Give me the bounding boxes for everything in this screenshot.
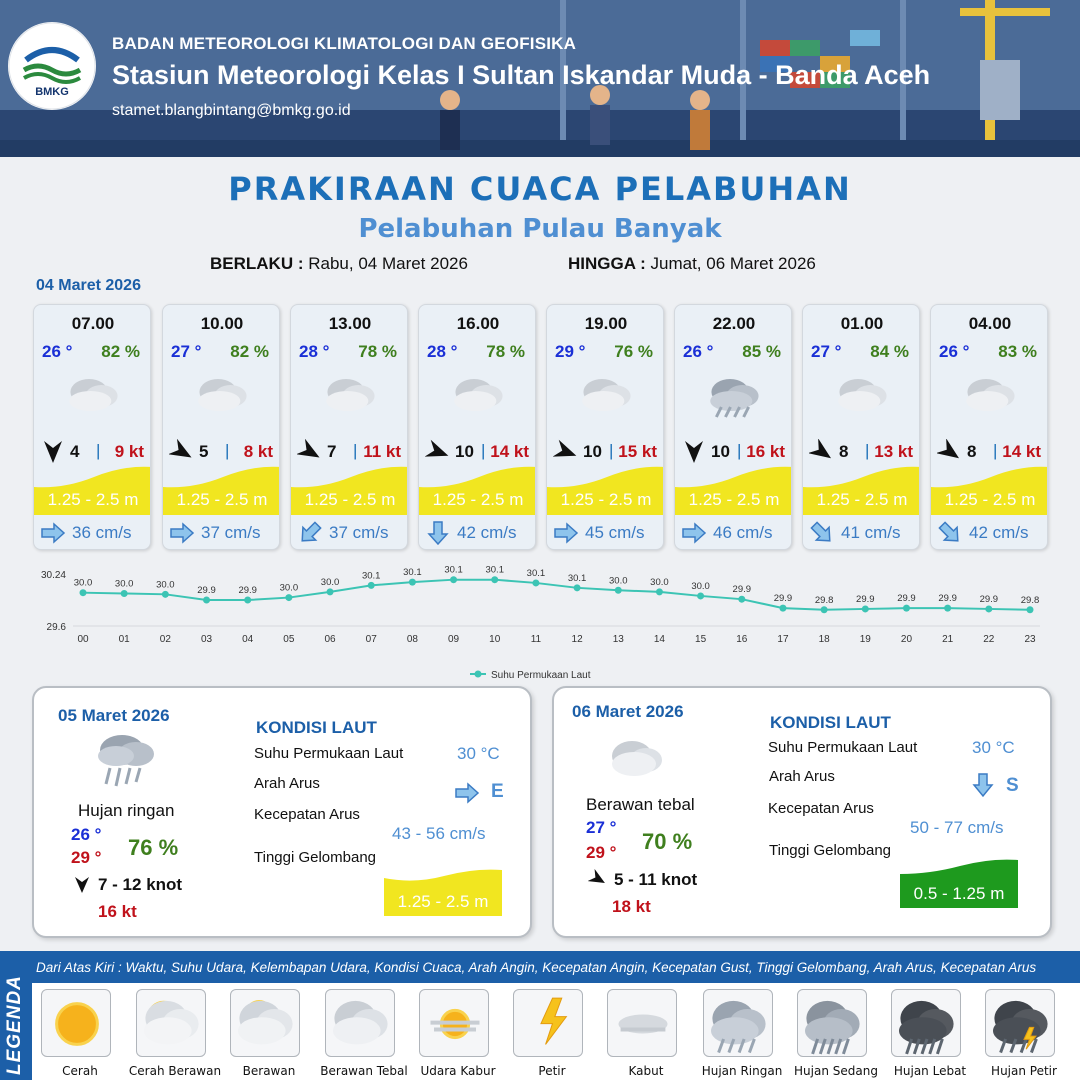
current-speed: 45 cm/s <box>585 523 645 542</box>
current-dir: S <box>1006 775 1019 796</box>
x-tick-label: 17 <box>777 634 789 645</box>
legend-icon-box <box>891 989 961 1057</box>
humidity: 76 % <box>614 342 653 361</box>
kabut-icon <box>608 990 678 1058</box>
sst-point <box>574 584 581 591</box>
sst-point <box>285 594 292 601</box>
legend-icon-box <box>797 989 867 1057</box>
wind-speed: 10 <box>455 442 474 461</box>
legend-icon-box <box>513 989 583 1057</box>
wind-speed: 10 <box>711 442 730 461</box>
current-speed: 46 cm/s <box>713 523 773 542</box>
arrow-down-icon <box>972 772 994 798</box>
wave-height: 1.25 - 2.5 m <box>944 490 1036 509</box>
legend-marker <box>475 671 482 678</box>
wave-label: Tinggi Gelombang <box>254 849 377 866</box>
legend-label: Cerah <box>62 1064 98 1078</box>
sea-surface-temp-chart <box>30 562 1060 684</box>
sst-point <box>821 606 828 613</box>
wind-direction-icon <box>588 869 608 889</box>
forecast-time: 22.00 <box>712 314 756 333</box>
station-name: Stasiun Meteorologi Kelas I Sultan Iskandar Muda - Banda Aceh <box>112 60 931 90</box>
petir-icon <box>514 990 584 1058</box>
sst-value: 30 °C <box>972 738 1015 757</box>
sst-point <box>944 605 951 612</box>
sst-point <box>862 605 869 612</box>
data-label: 29.9 <box>238 585 257 596</box>
humidity: 78 % <box>486 342 525 361</box>
header-banner <box>0 0 1080 157</box>
wind-direction-icon <box>297 439 323 465</box>
wind-gust: 15 kt <box>618 442 657 461</box>
humidity: 82 % <box>230 342 269 361</box>
org-name: BADAN METEOROLOGI KLIMATOLOGI DAN GEOFISIKA <box>112 34 577 53</box>
udara-kabur-icon <box>420 990 490 1058</box>
data-label: 29.9 <box>773 593 793 605</box>
humidity: 70 % <box>642 829 693 854</box>
valid-from-value: Rabu, 04 Maret 2026 <box>308 254 468 273</box>
data-label: 30.1 <box>567 572 587 584</box>
x-tick-label: 21 <box>942 634 954 645</box>
air-temperature: 26 ° <box>683 342 714 361</box>
air-temperature: 27 ° <box>811 342 842 361</box>
hujan-ringan-icon <box>704 371 766 421</box>
separator: | <box>737 441 742 460</box>
x-tick-label: 18 <box>818 634 830 645</box>
current-dir-label: Arah Arus <box>769 768 835 785</box>
x-tick-label: 20 <box>900 634 913 645</box>
wind-direction-icon <box>40 439 66 465</box>
hujan-sedang-icon <box>798 990 868 1058</box>
x-tick-label: 03 <box>200 634 213 645</box>
bmkg-logo <box>8 22 96 110</box>
page-title: PRAKIRAAN CUACA PELABUHAN <box>228 170 852 208</box>
current-direction-icon <box>809 521 835 545</box>
data-label: 30.1 <box>361 570 381 582</box>
hujan-petir-icon <box>986 990 1056 1058</box>
legend <box>0 951 1080 1080</box>
wind-direction-icon <box>809 439 835 465</box>
wind-gust: 16 kt <box>746 442 785 461</box>
x-tick-label: 08 <box>406 634 418 645</box>
data-label: 29.8 <box>1020 594 1040 606</box>
wave-height: 1.25 - 2.5 m <box>304 490 396 509</box>
humidity: 78 % <box>358 342 397 361</box>
wind-gust: 8 kt <box>243 442 273 461</box>
legend-label: Hujan Petir <box>991 1064 1057 1078</box>
sst-point <box>903 605 910 612</box>
wave-height: 0.5 - 1.25 m <box>913 884 1005 903</box>
forecast-card <box>546 304 664 550</box>
air-temperature: 28 ° <box>427 342 458 361</box>
x-tick-label: 16 <box>736 634 748 645</box>
sst-point <box>368 582 375 589</box>
sst-series-line <box>83 580 1030 610</box>
wave-height: 1.25 - 2.5 m <box>560 490 652 509</box>
legend-icon-box <box>325 989 395 1057</box>
wind-gust: 9 kt <box>114 442 144 461</box>
separator: | <box>225 441 230 460</box>
legend-icon-box <box>136 989 206 1057</box>
data-label: 30.1 <box>526 567 546 579</box>
legend-label: Petir <box>538 1064 566 1078</box>
current-direction-icon <box>40 521 66 545</box>
data-label: 30.0 <box>114 578 134 590</box>
current-direction-icon <box>425 521 451 545</box>
berawan-tebal-icon <box>192 371 254 421</box>
forecast-card <box>930 304 1048 550</box>
wave-label: Tinggi Gelombang <box>769 842 892 859</box>
x-tick-label: 09 <box>448 634 460 645</box>
current-direction-icon <box>937 521 963 545</box>
berawan-tebal-icon <box>832 371 894 421</box>
wind-gust: 18 kt <box>612 897 651 916</box>
sst-point <box>409 579 416 586</box>
data-label: 29.9 <box>197 585 216 596</box>
data-label: 29.9 <box>897 593 916 605</box>
separator: | <box>609 441 614 460</box>
data-label: 29.9 <box>979 593 999 605</box>
humidity: 76 % <box>128 835 179 860</box>
data-label: 29.8 <box>814 594 834 606</box>
x-tick-label: 13 <box>612 634 624 645</box>
berawan-tebal-icon <box>320 371 382 421</box>
berawan-icon <box>231 990 301 1058</box>
forecast-time: 13.00 <box>328 314 372 333</box>
x-tick-label: 23 <box>1024 634 1036 645</box>
forecast-time: 19.00 <box>584 314 628 333</box>
current-speed: 42 cm/s <box>457 523 517 542</box>
berawan-tebal-icon <box>606 734 668 780</box>
air-temperature: 28 ° <box>299 342 330 361</box>
current-dir: E <box>491 781 504 802</box>
current-direction-icon <box>553 521 579 545</box>
data-label: 30.0 <box>73 577 93 589</box>
sst-point <box>615 587 622 594</box>
wind-gust: 13 kt <box>874 442 913 461</box>
arrow-right-icon <box>454 782 480 804</box>
x-tick-label: 19 <box>859 634 871 645</box>
sst-point <box>1027 606 1034 613</box>
humidity: 85 % <box>742 342 781 361</box>
legend-label: Cerah Berawan <box>128 1064 222 1078</box>
separator: | <box>993 441 998 460</box>
sea-condition-title: KONDISI LAUT <box>770 713 891 732</box>
x-tick-label: 00 <box>77 634 89 645</box>
current-speed-label: Kecepatan Arus <box>254 806 360 823</box>
current-direction-icon <box>297 521 323 545</box>
sea-condition-title: KONDISI LAUT <box>256 718 377 737</box>
x-tick-label: 02 <box>159 634 171 645</box>
y-tick-label: 30.24 <box>40 570 66 581</box>
current-speed-label: Kecepatan Arus <box>768 800 874 817</box>
legend-title: LEGENDA <box>4 975 25 1075</box>
sst-point <box>203 597 210 604</box>
valid-from-label: BERLAKU : <box>210 254 304 273</box>
forecast-card <box>162 304 280 550</box>
legend-icon-box <box>41 989 111 1057</box>
day-date: 05 Maret 2026 <box>58 706 170 725</box>
x-tick-label: 14 <box>653 634 665 645</box>
data-label: 30.1 <box>444 564 463 576</box>
data-label: 29.9 <box>938 593 957 605</box>
forecast-time: 10.00 <box>200 314 244 333</box>
wind-speed: 5 <box>199 442 209 461</box>
forecast-time: 16.00 <box>456 314 500 333</box>
legend-label: Hujan Ringan <box>701 1064 783 1078</box>
wave-height: 1.25 - 2.5 m <box>397 892 489 911</box>
wave-height: 1.25 - 2.5 m <box>816 490 908 509</box>
data-label: 29.9 <box>856 593 875 605</box>
legend-description: Dari Atas Kiri : Waktu, Suhu Udara, Kelembapan Udara, Kondisi Cuaca, Arah Angin, Kecepatan Angin, Kecepatan Gust, Tinggi Gelombang, Arah Arus, Kecepatan Arus <box>36 960 1037 975</box>
sst-point <box>327 588 334 595</box>
wind-gust: 11 kt <box>363 442 401 461</box>
separator: | <box>353 441 358 460</box>
forecast-card <box>290 304 408 550</box>
port-name: Pelabuhan Pulau Banyak <box>358 214 722 244</box>
wind-speed: 7 <box>327 442 337 461</box>
current-speed: 37 cm/s <box>201 523 261 542</box>
sst-point <box>491 576 498 583</box>
legend-label: Udara Kabur <box>420 1064 496 1078</box>
current-direction-icon <box>169 521 195 545</box>
wind-speed: 10 <box>583 442 602 461</box>
berawan-tebal-icon <box>326 990 396 1058</box>
valid-to <box>568 254 816 274</box>
air-temperature: 27 ° <box>171 342 202 361</box>
legend-icon-box <box>607 989 677 1057</box>
data-label: 29.9 <box>732 584 752 596</box>
wind-gust: 16 kt <box>98 902 137 921</box>
day-date: 06 Maret 2026 <box>572 702 684 721</box>
air-temperature: 29 ° <box>555 342 586 361</box>
legend-label: Berawan Tebal <box>320 1064 408 1078</box>
cerah-icon <box>42 990 112 1058</box>
sst-point <box>80 589 87 596</box>
x-tick-label: 06 <box>324 634 336 645</box>
x-tick-label: 01 <box>118 634 130 645</box>
station-email[interactable]: stamet.blangbintang@bmkg.go.id <box>112 102 351 119</box>
legend-label: Suhu Permukaan Laut <box>491 670 591 681</box>
logo-text: BMKG <box>35 86 69 98</box>
berawan-tebal-icon <box>448 371 510 421</box>
forecast-time: 07.00 <box>71 314 115 333</box>
current-speed: 36 cm/s <box>72 523 132 542</box>
x-tick-label: 15 <box>695 634 707 645</box>
sst-point <box>738 596 745 603</box>
wind-speed: 7 - 12 knot <box>98 875 183 894</box>
temp-min: 27 ° <box>586 818 617 837</box>
forecast-card <box>418 304 536 550</box>
humidity: 82 % <box>101 342 140 361</box>
separator: | <box>481 441 486 460</box>
sst-point <box>656 588 663 595</box>
wave-height: 1.25 - 2.5 m <box>47 490 139 509</box>
data-label: 30.0 <box>650 576 669 588</box>
forecast-time: 01.00 <box>840 314 884 333</box>
berawan-tebal-icon <box>63 371 125 421</box>
wind-speed: 5 - 11 knot <box>614 870 698 889</box>
data-label: 30.1 <box>485 564 504 576</box>
data-label: 30.0 <box>156 579 175 591</box>
sst-point <box>121 590 128 597</box>
wind-speed: 8 <box>839 442 849 461</box>
legend-label: Hujan Lebat <box>893 1064 967 1078</box>
berawan-tebal-icon <box>576 371 638 421</box>
hujan-ringan-icon <box>92 728 164 792</box>
legend-label: Hujan Sedang <box>794 1064 878 1078</box>
x-tick-label: 05 <box>283 634 295 645</box>
sst-point <box>779 605 786 612</box>
sst-point <box>450 576 457 583</box>
wind-gust: 14 kt <box>490 442 529 461</box>
x-tick-label: 12 <box>571 634 583 645</box>
valid-to-value: Jumat, 06 Maret 2026 <box>650 254 816 273</box>
current-speed: 37 cm/s <box>329 523 389 542</box>
weather-condition: Hujan ringan <box>78 801 175 820</box>
legend-icon-box <box>419 989 489 1057</box>
air-temperature: 26 ° <box>939 342 970 361</box>
wind-direction-icon <box>425 439 451 465</box>
temp-min: 26 ° <box>71 825 102 844</box>
hujan-lebat-icon <box>892 990 962 1058</box>
valid-to-label: HINGGA : <box>568 254 646 273</box>
sst-label: Suhu Permukaan Laut <box>254 745 404 762</box>
current-dir-label: Arah Arus <box>254 775 320 792</box>
legend-label: Berawan <box>242 1064 296 1078</box>
day-panel-06 <box>552 686 1052 938</box>
sst-label: Suhu Permukaan Laut <box>768 739 918 756</box>
separator: | <box>96 441 101 460</box>
valid-from <box>210 254 468 274</box>
data-label: 30.0 <box>609 575 628 587</box>
humidity: 84 % <box>870 342 909 361</box>
forecast-time: 04.00 <box>968 314 1012 333</box>
data-label: 30.0 <box>320 576 340 588</box>
current-speed: 41 cm/s <box>841 523 901 542</box>
x-tick-label: 22 <box>983 634 995 645</box>
wave-height: 1.25 - 2.5 m <box>432 490 524 509</box>
x-tick-label: 10 <box>489 634 501 645</box>
legend-sidebar <box>0 951 32 1080</box>
sst-point <box>532 579 539 586</box>
data-label: 30.1 <box>403 567 422 579</box>
wind-direction-icon <box>937 439 963 465</box>
temp-max: 29 ° <box>71 848 102 867</box>
data-label: 30.0 <box>691 580 710 592</box>
y-tick-label: 29.6 <box>46 622 66 633</box>
x-tick-label: 11 <box>530 634 542 645</box>
weather-condition: Berawan tebal <box>586 795 695 814</box>
x-tick-label: 07 <box>365 634 377 645</box>
legend-icon-box <box>230 989 300 1057</box>
current-speed: 50 - 77 cm/s <box>910 818 1004 837</box>
wind-direction-icon <box>681 439 707 465</box>
forecast-card <box>802 304 920 550</box>
sst-point <box>162 591 169 598</box>
hujan-ringan-icon <box>704 990 774 1058</box>
sst-point <box>244 597 251 604</box>
wind-speed: 4 <box>70 442 80 461</box>
wind-direction-icon <box>72 875 92 895</box>
current-speed: 43 - 56 cm/s <box>392 824 486 843</box>
current-speed: 42 cm/s <box>969 523 1029 542</box>
wave-height: 1.25 - 2.5 m <box>688 490 780 509</box>
separator: | <box>865 441 870 460</box>
forecast-card <box>33 304 151 550</box>
current-direction-icon <box>681 521 707 545</box>
legend-label: Kabut <box>628 1064 664 1078</box>
temp-max: 29 ° <box>586 843 617 862</box>
air-temperature: 26 ° <box>42 342 73 361</box>
day1-date: 04 Maret 2026 <box>36 277 141 294</box>
wave-height: 1.25 - 2.5 m <box>176 490 268 509</box>
data-label: 30.0 <box>279 582 299 594</box>
wind-direction-icon <box>169 439 195 465</box>
legend-icon-box <box>703 989 773 1057</box>
wind-gust: 14 kt <box>1002 442 1041 461</box>
x-tick-label: 04 <box>242 634 254 645</box>
cerah-berawan-icon <box>137 990 207 1058</box>
sst-point <box>985 605 992 612</box>
day-panel-05 <box>32 686 532 938</box>
berawan-tebal-icon <box>960 371 1022 421</box>
humidity: 83 % <box>998 342 1037 361</box>
forecast-card <box>674 304 792 550</box>
sst-point <box>697 592 704 599</box>
wind-direction-icon <box>553 439 579 465</box>
wind-speed: 8 <box>967 442 977 461</box>
legend-icon-box <box>985 989 1055 1057</box>
sst-value: 30 °C <box>457 744 500 763</box>
